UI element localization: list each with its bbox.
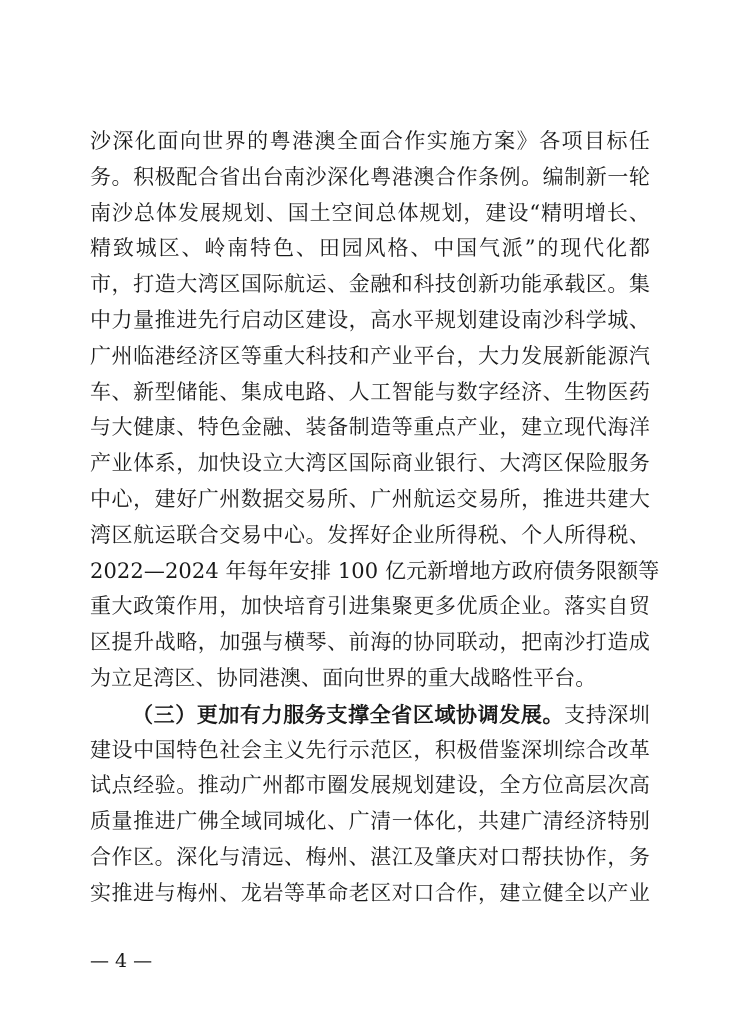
text-line: 与大健康、特色金融、装备制造等重点产业，建立现代海洋 [90, 415, 650, 440]
text-line: 为立足湾区、协同港澳、面向世界的重大战略性平台。 [90, 665, 597, 690]
text-line: 市，打造大湾区国际航运、金融和科技创新功能承载区。集 [90, 272, 650, 297]
text-line: 中力量推进先行启动区建设，高水平规划建设南沙科学城、 [90, 307, 650, 332]
text-line: 产业体系，加快设立大湾区国际商业银行、大湾区保险服务 [90, 451, 650, 476]
page-number: — 4 — [90, 950, 153, 972]
section-heading: （三）更加有力服务支撑全省区域协调发展。 [132, 701, 565, 727]
text-line: 沙深化面向世界的粤港澳全面合作实施方案》各项目标任 [90, 129, 650, 153]
text-line: 区提升战略，加强与横琴、前海的协同联动，把南沙打造成 [90, 630, 650, 655]
text-line: 2022—2024 年每年安排 100 亿元新增地方政府债务限额等 [90, 558, 660, 583]
text-line: 广州临港经济区等重大科技和产业平台，大力发展新能源汽 [90, 343, 650, 368]
text-line: 务。积极配合省出台南沙深化粤港澳合作条例。编制新一轮 [90, 164, 650, 189]
text-line: 精致城区、岭南特色、田园风格、中国气派”的现代化都 [90, 236, 650, 261]
text-line: 中心，建好广州数据交易所、广州航运交易所，推进共建大 [90, 486, 650, 511]
section-first-line [90, 697, 650, 733]
text-line: 建设中国特色社会主义先行示范区，积极借鉴深圳综合改革 [90, 737, 650, 762]
text-line: 重大政策作用，加快培育引进集聚更多优质企业。落实自贸 [90, 594, 650, 619]
text-line: 南沙总体发展规划、国土空间总体规划，建设“精明增长、 [90, 200, 650, 225]
text-line: 湾区航运联合交易中心。发挥好企业所得税、个人所得税、 [90, 522, 650, 547]
text-line: 质量推进广佛全域同城化、广清一体化，共建广清经济特别 [90, 809, 650, 834]
text-line: 车、新型储能、集成电路、人工智能与数字经济、生物医药 [90, 379, 650, 404]
body-text [90, 124, 660, 912]
text-line: 合作区。深化与清远、梅州、湛江及肇庆对口帮扶协作，务 [90, 844, 650, 869]
section-first-line-text: 支持深圳 [564, 702, 651, 727]
text-line: 实推进与梅州、龙岩等革命老区对口合作，建立健全以产业 [90, 880, 650, 905]
text-line: 试点经验。推动广州都市圈发展规划建设，全方位高层次高 [90, 773, 650, 798]
